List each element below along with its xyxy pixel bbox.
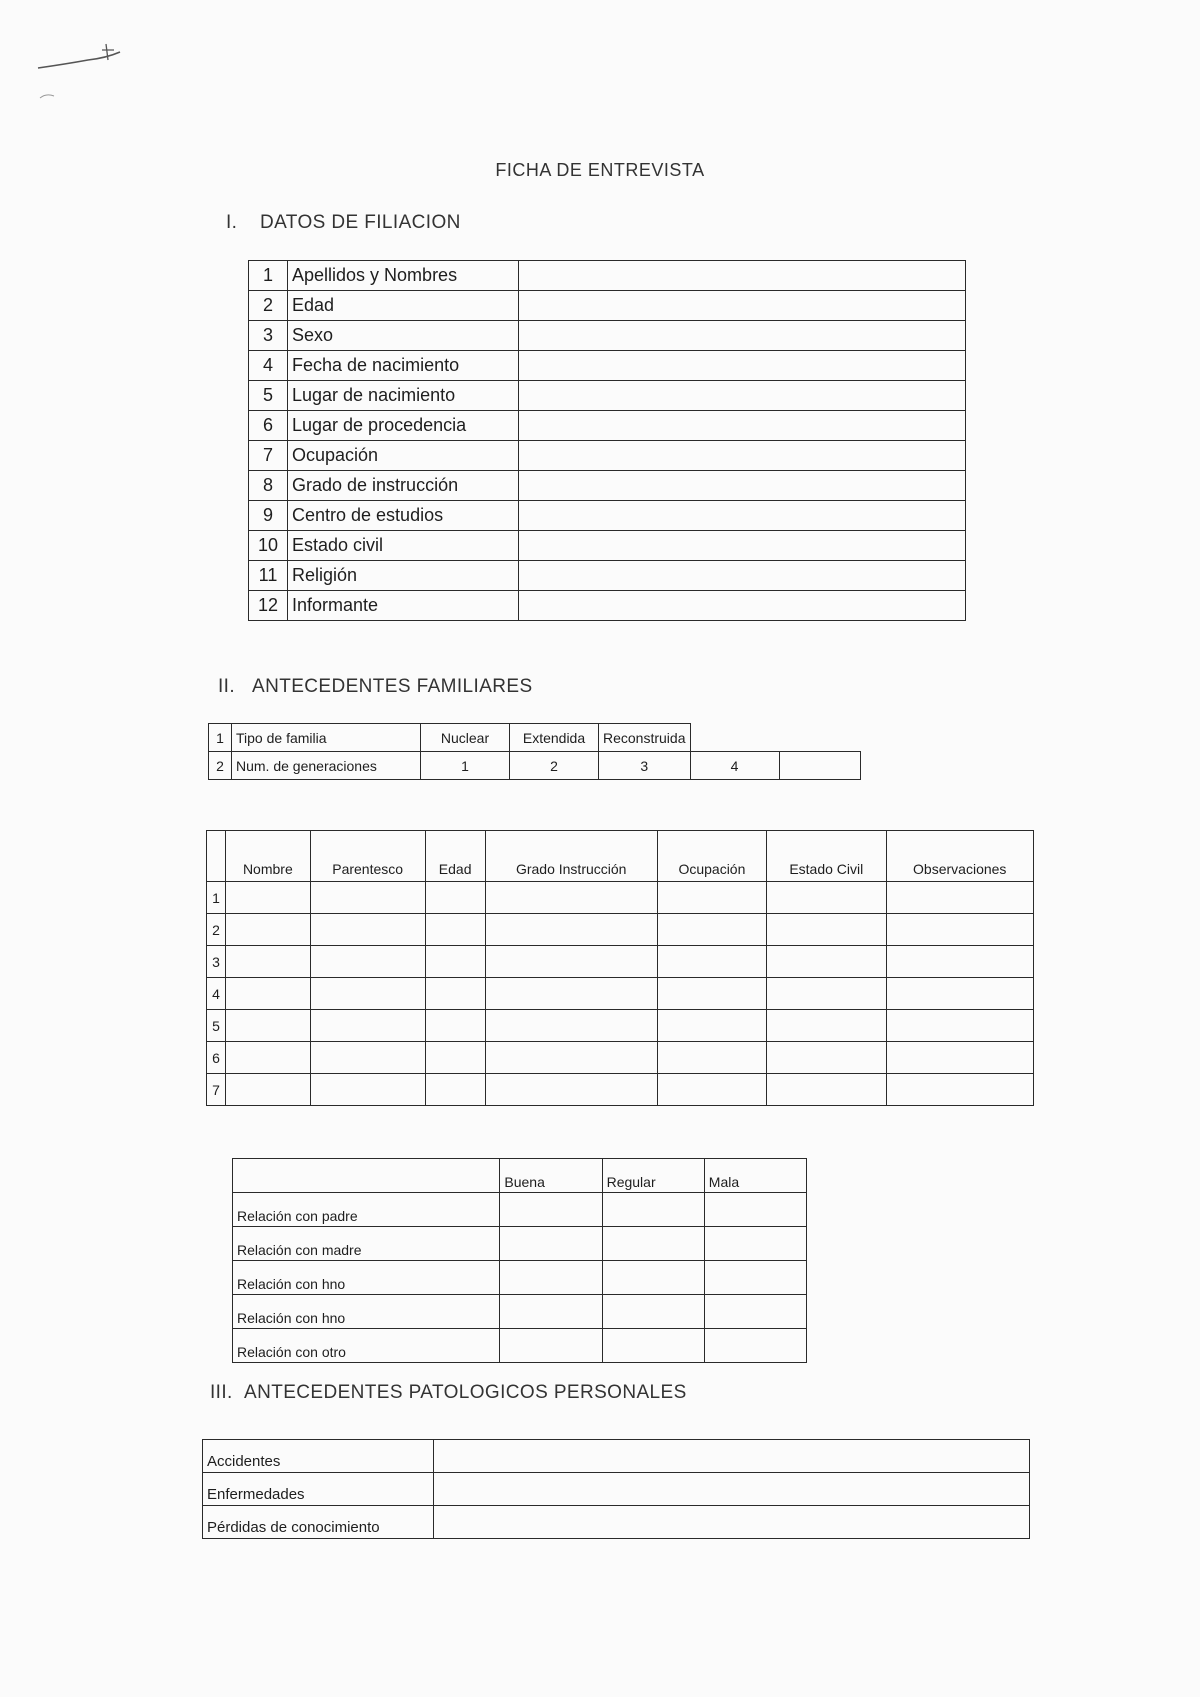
members-answer-cell[interactable] (657, 978, 766, 1010)
familia-row-generations (209, 752, 861, 780)
familia-row-label: Tipo de familia (232, 724, 421, 752)
members-answer-cell[interactable] (657, 1042, 766, 1074)
familia-table (208, 723, 861, 780)
section-2-heading (218, 676, 533, 698)
filiacion-row-label: Estado civil (288, 531, 519, 561)
section-1-title: DATOS DE FILIACION (260, 212, 461, 233)
members-answer-cell[interactable] (425, 914, 485, 946)
filiacion-row-number: 9 (249, 501, 288, 531)
relations-answer-cell[interactable] (704, 1227, 806, 1261)
members-answer-cell[interactable] (886, 1074, 1034, 1106)
relations-answer-cell[interactable] (704, 1295, 806, 1329)
pathological-row-label: Pérdidas de conocimiento (203, 1506, 434, 1539)
members-answer-cell[interactable] (485, 1010, 657, 1042)
members-column-header: Grado Instrucción (485, 831, 657, 882)
filiacion-row (249, 561, 966, 591)
filiacion-row-label: Edad (288, 291, 519, 321)
members-answer-cell[interactable] (310, 1074, 425, 1106)
filiacion-answer-cell[interactable] (519, 411, 966, 441)
filiacion-row-number: 10 (249, 531, 288, 561)
section-2-number: II. (218, 676, 236, 697)
members-answer-cell[interactable] (886, 1042, 1034, 1074)
relations-column-header: Mala (704, 1159, 806, 1193)
section-3-heading (210, 1382, 687, 1404)
filiacion-answer-cell[interactable] (519, 261, 966, 291)
members-answer-cell[interactable] (425, 978, 485, 1010)
familia-row-number: 1 (209, 724, 232, 752)
members-answer-cell[interactable] (310, 914, 425, 946)
filiacion-row (249, 411, 966, 441)
relations-column-header: Buena (500, 1159, 602, 1193)
members-answer-cell[interactable] (425, 946, 485, 978)
filiacion-row-label: Religión (288, 561, 519, 591)
filiacion-answer-cell[interactable] (519, 441, 966, 471)
members-row-number: 2 (207, 914, 226, 946)
filiacion-row-label: Grado de instrucción (288, 471, 519, 501)
members-column-header: Parentesco (310, 831, 425, 882)
filiacion-row-number: 5 (249, 381, 288, 411)
relations-row-label: Relación con madre (233, 1227, 500, 1261)
pathological-answer-cell[interactable] (434, 1473, 1030, 1506)
section-1-number: I. (226, 212, 238, 233)
filiacion-row (249, 321, 966, 351)
members-row (207, 1074, 1034, 1106)
members-answer-cell[interactable] (767, 914, 886, 946)
members-row (207, 946, 1034, 978)
members-row (207, 1042, 1034, 1074)
members-answer-cell[interactable] (226, 1042, 311, 1074)
members-row (207, 882, 1034, 914)
members-answer-cell[interactable] (226, 882, 311, 914)
filiacion-row-number: 6 (249, 411, 288, 441)
filiacion-row (249, 441, 966, 471)
filiacion-row-label: Lugar de procedencia (288, 411, 519, 441)
members-answer-cell[interactable] (226, 1074, 311, 1106)
relations-answer-cell[interactable] (500, 1261, 602, 1295)
relations-answer-cell[interactable] (704, 1329, 806, 1363)
filiacion-answer-cell[interactable] (519, 291, 966, 321)
filiacion-row (249, 471, 966, 501)
relations-answer-cell[interactable] (704, 1261, 806, 1295)
relations-row-label: Relación con otro (233, 1329, 500, 1363)
pathological-row (203, 1506, 1030, 1539)
members-answer-cell[interactable] (485, 978, 657, 1010)
relations-answer-cell[interactable] (500, 1329, 602, 1363)
members-answer-cell[interactable] (310, 946, 425, 978)
relations-answer-cell[interactable] (602, 1261, 704, 1295)
relations-table (232, 1158, 807, 1363)
members-answer-cell[interactable] (886, 882, 1034, 914)
members-answer-cell[interactable] (310, 1010, 425, 1042)
members-answer-cell[interactable] (485, 946, 657, 978)
filiacion-row-number: 12 (249, 591, 288, 621)
relations-row (233, 1193, 807, 1227)
relations-row (233, 1329, 807, 1363)
members-answer-cell[interactable] (226, 914, 311, 946)
members-answer-cell[interactable] (310, 882, 425, 914)
relations-answer-cell[interactable] (602, 1193, 704, 1227)
filiacion-row-number: 1 (249, 261, 288, 291)
members-row-number: 3 (207, 946, 226, 978)
members-column-header: Ocupación (657, 831, 766, 882)
familia-empty-cell (779, 724, 860, 752)
pathological-row (203, 1473, 1030, 1506)
relations-row (233, 1261, 807, 1295)
filiacion-row-number: 3 (249, 321, 288, 351)
relations-answer-cell[interactable] (500, 1295, 602, 1329)
members-answer-cell[interactable] (657, 882, 766, 914)
members-answer-cell[interactable] (767, 882, 886, 914)
relations-answer-cell[interactable] (602, 1295, 704, 1329)
members-answer-cell[interactable] (310, 1042, 425, 1074)
familia-empty-cell (690, 724, 779, 752)
relations-column-header: Regular (602, 1159, 704, 1193)
relations-row-label: Relación con hno (233, 1261, 500, 1295)
familia-row-type (209, 724, 861, 752)
relations-answer-cell[interactable] (602, 1329, 704, 1363)
members-row-number: 1 (207, 882, 226, 914)
members-answer-cell[interactable] (226, 946, 311, 978)
relations-answer-cell[interactable] (500, 1227, 602, 1261)
filiacion-row-number: 8 (249, 471, 288, 501)
members-answer-cell[interactable] (226, 1010, 311, 1042)
members-answer-cell[interactable] (767, 1042, 886, 1074)
members-answer-cell[interactable] (310, 978, 425, 1010)
filiacion-row (249, 501, 966, 531)
members-answer-cell[interactable] (226, 978, 311, 1010)
filiacion-row-label: Informante (288, 591, 519, 621)
section-3-number: III. (210, 1382, 233, 1403)
members-answer-cell[interactable] (485, 1074, 657, 1106)
members-column-header: Nombre (226, 831, 311, 882)
members-answer-cell[interactable] (886, 946, 1034, 978)
members-answer-cell[interactable] (485, 914, 657, 946)
members-answer-cell[interactable] (485, 882, 657, 914)
family-members-table (206, 830, 1034, 1106)
members-answer-cell[interactable] (886, 978, 1034, 1010)
filiacion-row-label: Centro de estudios (288, 501, 519, 531)
relations-row-label: Relación con hno (233, 1295, 500, 1329)
members-answer-cell[interactable] (657, 946, 766, 978)
members-answer-cell[interactable] (425, 882, 485, 914)
generation-option-cell[interactable]: 1 (421, 752, 510, 780)
members-answer-cell[interactable] (886, 914, 1034, 946)
generation-extra-box[interactable] (779, 752, 860, 780)
filiacion-answer-cell[interactable] (519, 381, 966, 411)
members-answer-cell[interactable] (767, 1010, 886, 1042)
members-header-empty (207, 831, 226, 882)
members-answer-cell[interactable] (425, 1074, 485, 1106)
filiacion-row-number: 11 (249, 561, 288, 591)
relations-answer-cell[interactable] (602, 1227, 704, 1261)
filiacion-row (249, 351, 966, 381)
members-answer-cell[interactable] (767, 946, 886, 978)
pathological-row-label: Enfermedades (203, 1473, 434, 1506)
filiacion-row-label: Fecha de nacimiento (288, 351, 519, 381)
filiacion-answer-cell[interactable] (519, 501, 966, 531)
filiacion-row-label: Apellidos y Nombres (288, 261, 519, 291)
filiacion-answer-cell[interactable] (519, 591, 966, 621)
filiacion-row (249, 381, 966, 411)
generation-option-cell[interactable]: 3 (599, 752, 691, 780)
filiacion-table (248, 260, 966, 621)
members-row-number: 6 (207, 1042, 226, 1074)
pathological-row-label: Accidentes (203, 1440, 434, 1473)
members-answer-cell[interactable] (657, 1010, 766, 1042)
filiacion-row (249, 261, 966, 291)
filiacion-answer-cell[interactable] (519, 471, 966, 501)
filiacion-answer-cell[interactable] (519, 321, 966, 351)
members-answer-cell[interactable] (425, 1010, 485, 1042)
filiacion-answer-cell[interactable] (519, 531, 966, 561)
filiacion-answer-cell[interactable] (519, 561, 966, 591)
relations-header-empty (233, 1159, 500, 1193)
section-3-title: ANTECEDENTES PATOLOGICOS PERSONALES (244, 1382, 687, 1403)
members-row (207, 1010, 1034, 1042)
filiacion-row-number: 2 (249, 291, 288, 321)
relations-answer-cell[interactable] (500, 1193, 602, 1227)
members-header-row (207, 831, 1034, 882)
scan-mark (36, 38, 126, 108)
filiacion-answer-cell[interactable] (519, 351, 966, 381)
filiacion-row-number: 7 (249, 441, 288, 471)
members-row (207, 978, 1034, 1010)
familia-row-number: 2 (209, 752, 232, 780)
filiacion-row (249, 291, 966, 321)
filiacion-row-number: 4 (249, 351, 288, 381)
members-answer-cell[interactable] (767, 978, 886, 1010)
generation-option-cell[interactable]: 4 (690, 752, 779, 780)
members-column-header: Observaciones (886, 831, 1034, 882)
filiacion-row-label: Lugar de nacimiento (288, 381, 519, 411)
members-answer-cell[interactable] (485, 1042, 657, 1074)
document-title: FICHA DE ENTREVISTA (495, 160, 705, 180)
pathological-row (203, 1440, 1030, 1473)
relations-row-label: Relación con padre (233, 1193, 500, 1227)
members-answer-cell[interactable] (425, 1042, 485, 1074)
members-column-header: Edad (425, 831, 485, 882)
familia-option-cell[interactable]: Extendida (510, 724, 599, 752)
relations-answer-cell[interactable] (704, 1193, 806, 1227)
members-row-number: 4 (207, 978, 226, 1010)
relations-row (233, 1227, 807, 1261)
pathological-table (202, 1439, 1030, 1539)
filiacion-row (249, 591, 966, 621)
members-answer-cell[interactable] (657, 914, 766, 946)
relations-header-row (233, 1159, 807, 1193)
pathological-answer-cell[interactable] (434, 1440, 1030, 1473)
members-answer-cell[interactable] (657, 1074, 766, 1106)
section-1-heading (226, 212, 461, 234)
generation-option-cell[interactable]: 2 (510, 752, 599, 780)
members-row (207, 914, 1034, 946)
filiacion-row-label: Ocupación (288, 441, 519, 471)
members-row-number: 5 (207, 1010, 226, 1042)
members-row-number: 7 (207, 1074, 226, 1106)
filiacion-row-label: Sexo (288, 321, 519, 351)
members-answer-cell[interactable] (886, 1010, 1034, 1042)
familia-option-cell[interactable]: Reconstruida (599, 724, 691, 752)
members-answer-cell[interactable] (767, 1074, 886, 1106)
section-2-title: ANTECEDENTES FAMILIARES (252, 676, 533, 697)
familia-option-cell[interactable]: Nuclear (421, 724, 510, 752)
familia-row-label: Num. de generaciones (232, 752, 421, 780)
members-column-header: Estado Civil (767, 831, 886, 882)
filiacion-row (249, 531, 966, 561)
relations-row (233, 1295, 807, 1329)
pathological-answer-cell[interactable] (434, 1506, 1030, 1539)
